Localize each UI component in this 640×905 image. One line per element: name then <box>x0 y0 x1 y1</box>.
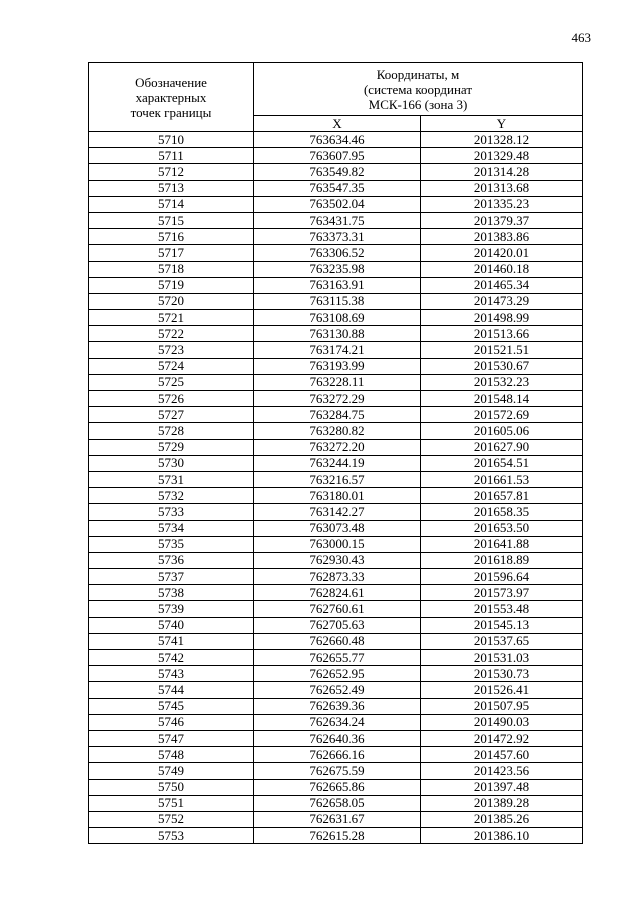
y-cell: 201537.65 <box>421 633 583 649</box>
x-cell: 762631.67 <box>254 811 421 827</box>
x-cell: 763073.48 <box>254 520 421 536</box>
x-cell: 763306.52 <box>254 245 421 261</box>
point-cell: 5733 <box>89 504 254 520</box>
x-cell: 763180.01 <box>254 488 421 504</box>
point-cell: 5747 <box>89 730 254 746</box>
y-cell: 201465.34 <box>421 277 583 293</box>
table-row <box>89 132 583 148</box>
point-cell: 5725 <box>89 374 254 390</box>
y-cell: 201313.68 <box>421 180 583 196</box>
y-cell: 201473.29 <box>421 293 583 309</box>
y-cell: 201653.50 <box>421 520 583 536</box>
x-cell: 763272.20 <box>254 439 421 455</box>
point-cell: 5710 <box>89 132 254 148</box>
table-row <box>89 180 583 196</box>
x-cell: 763235.98 <box>254 261 421 277</box>
point-cell: 5719 <box>89 277 254 293</box>
point-cell: 5717 <box>89 245 254 261</box>
point-cell: 5753 <box>89 828 254 844</box>
y-cell: 201490.03 <box>421 714 583 730</box>
header-designation-line: характерных <box>135 89 207 105</box>
table-row <box>89 795 583 811</box>
x-cell: 762639.36 <box>254 698 421 714</box>
table-row <box>89 245 583 261</box>
x-cell: 763284.75 <box>254 407 421 423</box>
point-cell: 5749 <box>89 763 254 779</box>
y-cell: 201314.28 <box>421 164 583 180</box>
table-row <box>89 617 583 633</box>
y-cell: 201328.12 <box>421 132 583 148</box>
table-row <box>89 666 583 682</box>
table-row <box>89 455 583 471</box>
table-row <box>89 520 583 536</box>
header-designation-line: Обозначение <box>135 74 207 90</box>
header-coordinates <box>254 63 583 116</box>
x-cell: 762655.77 <box>254 650 421 666</box>
table-row <box>89 585 583 601</box>
y-cell: 201457.60 <box>421 747 583 763</box>
y-cell: 201641.88 <box>421 536 583 552</box>
table-row <box>89 326 583 342</box>
point-cell: 5713 <box>89 180 254 196</box>
x-cell: 763228.11 <box>254 374 421 390</box>
point-cell: 5740 <box>89 617 254 633</box>
table-row <box>89 779 583 795</box>
y-cell: 201507.95 <box>421 698 583 714</box>
x-cell: 763272.29 <box>254 391 421 407</box>
y-cell: 201532.23 <box>421 374 583 390</box>
y-cell: 201420.01 <box>421 245 583 261</box>
y-cell: 201545.13 <box>421 617 583 633</box>
y-cell: 201605.06 <box>421 423 583 439</box>
x-cell: 763549.82 <box>254 164 421 180</box>
x-cell: 763115.38 <box>254 293 421 309</box>
table-row <box>89 164 583 180</box>
y-cell: 201661.53 <box>421 471 583 487</box>
header-x: X <box>254 116 421 132</box>
y-cell: 201423.56 <box>421 763 583 779</box>
point-cell: 5739 <box>89 601 254 617</box>
point-cell: 5736 <box>89 552 254 568</box>
point-cell: 5724 <box>89 358 254 374</box>
x-cell: 763142.27 <box>254 504 421 520</box>
y-cell: 201385.26 <box>421 811 583 827</box>
y-cell: 201531.03 <box>421 650 583 666</box>
header-designation-line: точек границы <box>130 104 212 120</box>
x-cell: 763634.46 <box>254 132 421 148</box>
point-cell: 5728 <box>89 423 254 439</box>
point-cell: 5718 <box>89 261 254 277</box>
header-coordinates-line: Координаты, м <box>376 66 460 82</box>
table-row <box>89 536 583 552</box>
table-row <box>89 601 583 617</box>
point-cell: 5716 <box>89 229 254 245</box>
point-cell: 5721 <box>89 310 254 326</box>
table-row <box>89 698 583 714</box>
y-cell: 201530.67 <box>421 358 583 374</box>
point-cell: 5726 <box>89 391 254 407</box>
y-cell: 201329.48 <box>421 148 583 164</box>
table-row <box>89 488 583 504</box>
x-cell: 762665.86 <box>254 779 421 795</box>
header-coordinates-line: МСК-166 (зона 3) <box>368 96 468 112</box>
y-cell: 201397.48 <box>421 779 583 795</box>
table-row <box>89 196 583 212</box>
table-row <box>89 391 583 407</box>
x-cell: 763108.69 <box>254 310 421 326</box>
point-cell: 5734 <box>89 520 254 536</box>
table-row <box>89 682 583 698</box>
x-cell: 763216.57 <box>254 471 421 487</box>
x-cell: 762634.24 <box>254 714 421 730</box>
y-cell: 201472.92 <box>421 730 583 746</box>
point-cell: 5743 <box>89 666 254 682</box>
point-cell: 5745 <box>89 698 254 714</box>
point-cell: 5742 <box>89 650 254 666</box>
y-cell: 201383.86 <box>421 229 583 245</box>
point-cell: 5741 <box>89 633 254 649</box>
point-cell: 5731 <box>89 471 254 487</box>
y-cell: 201658.35 <box>421 504 583 520</box>
y-cell: 201386.10 <box>421 828 583 844</box>
x-cell: 762652.49 <box>254 682 421 698</box>
table-row <box>89 569 583 585</box>
y-cell: 201513.66 <box>421 326 583 342</box>
y-cell: 201573.97 <box>421 585 583 601</box>
y-cell: 201335.23 <box>421 196 583 212</box>
y-cell: 201460.18 <box>421 261 583 277</box>
y-cell: 201548.14 <box>421 391 583 407</box>
table-row <box>89 261 583 277</box>
x-cell: 762666.16 <box>254 747 421 763</box>
x-cell: 763163.91 <box>254 277 421 293</box>
table-row <box>89 730 583 746</box>
header-coordinates-line: (система координат <box>363 81 473 97</box>
table-row <box>89 358 583 374</box>
page-number: 463 <box>571 30 591 45</box>
point-cell: 5729 <box>89 439 254 455</box>
y-cell: 201657.81 <box>421 488 583 504</box>
x-cell: 762760.61 <box>254 601 421 617</box>
x-cell: 763000.15 <box>254 536 421 552</box>
table-row <box>89 407 583 423</box>
x-cell: 762675.59 <box>254 763 421 779</box>
x-cell: 763280.82 <box>254 423 421 439</box>
x-cell: 762615.28 <box>254 828 421 844</box>
x-cell: 763130.88 <box>254 326 421 342</box>
x-cell: 762873.33 <box>254 569 421 585</box>
table-row <box>89 714 583 730</box>
point-cell: 5744 <box>89 682 254 698</box>
point-cell: 5723 <box>89 342 254 358</box>
x-cell: 762658.05 <box>254 795 421 811</box>
x-cell: 763547.35 <box>254 180 421 196</box>
coordinates-table <box>88 62 583 844</box>
point-cell: 5748 <box>89 747 254 763</box>
point-cell: 5737 <box>89 569 254 585</box>
table-row <box>89 374 583 390</box>
point-cell: 5735 <box>89 536 254 552</box>
x-cell: 762652.95 <box>254 666 421 682</box>
x-cell: 763373.31 <box>254 229 421 245</box>
point-cell: 5738 <box>89 585 254 601</box>
x-cell: 762705.63 <box>254 617 421 633</box>
x-cell: 763244.19 <box>254 455 421 471</box>
point-cell: 5752 <box>89 811 254 827</box>
y-cell: 201379.37 <box>421 212 583 228</box>
x-cell: 763174.21 <box>254 342 421 358</box>
x-cell: 762660.48 <box>254 633 421 649</box>
point-cell: 5714 <box>89 196 254 212</box>
y-cell: 201526.41 <box>421 682 583 698</box>
y-cell: 201618.89 <box>421 552 583 568</box>
x-cell: 763431.75 <box>254 212 421 228</box>
x-cell: 763193.99 <box>254 358 421 374</box>
table-row <box>89 763 583 779</box>
point-cell: 5730 <box>89 455 254 471</box>
y-cell: 201389.28 <box>421 795 583 811</box>
table-row <box>89 423 583 439</box>
table-row <box>89 552 583 568</box>
y-cell: 201572.69 <box>421 407 583 423</box>
table-row <box>89 439 583 455</box>
table-row <box>89 277 583 293</box>
table-row <box>89 650 583 666</box>
table-row <box>89 828 583 844</box>
x-cell: 762640.36 <box>254 730 421 746</box>
table-row <box>89 747 583 763</box>
x-cell: 762930.43 <box>254 552 421 568</box>
x-cell: 763502.04 <box>254 196 421 212</box>
table-body <box>89 132 583 844</box>
table-row <box>89 293 583 309</box>
point-cell: 5712 <box>89 164 254 180</box>
table-row <box>89 811 583 827</box>
table-row <box>89 310 583 326</box>
point-cell: 5750 <box>89 779 254 795</box>
point-cell: 5727 <box>89 407 254 423</box>
header-y: Y <box>421 116 583 132</box>
y-cell: 201530.73 <box>421 666 583 682</box>
y-cell: 201498.99 <box>421 310 583 326</box>
y-cell: 201627.90 <box>421 439 583 455</box>
table-row <box>89 229 583 245</box>
y-cell: 201596.64 <box>421 569 583 585</box>
table-row <box>89 212 583 228</box>
point-cell: 5732 <box>89 488 254 504</box>
table-row <box>89 504 583 520</box>
table-row <box>89 471 583 487</box>
header-point-designation <box>89 63 254 132</box>
point-cell: 5746 <box>89 714 254 730</box>
point-cell: 5711 <box>89 148 254 164</box>
table-row <box>89 633 583 649</box>
table-row <box>89 342 583 358</box>
y-cell: 201521.51 <box>421 342 583 358</box>
x-cell: 763607.95 <box>254 148 421 164</box>
table-row <box>89 148 583 164</box>
y-cell: 201553.48 <box>421 601 583 617</box>
point-cell: 5751 <box>89 795 254 811</box>
y-cell: 201654.51 <box>421 455 583 471</box>
point-cell: 5720 <box>89 293 254 309</box>
x-cell: 762824.61 <box>254 585 421 601</box>
point-cell: 5722 <box>89 326 254 342</box>
point-cell: 5715 <box>89 212 254 228</box>
